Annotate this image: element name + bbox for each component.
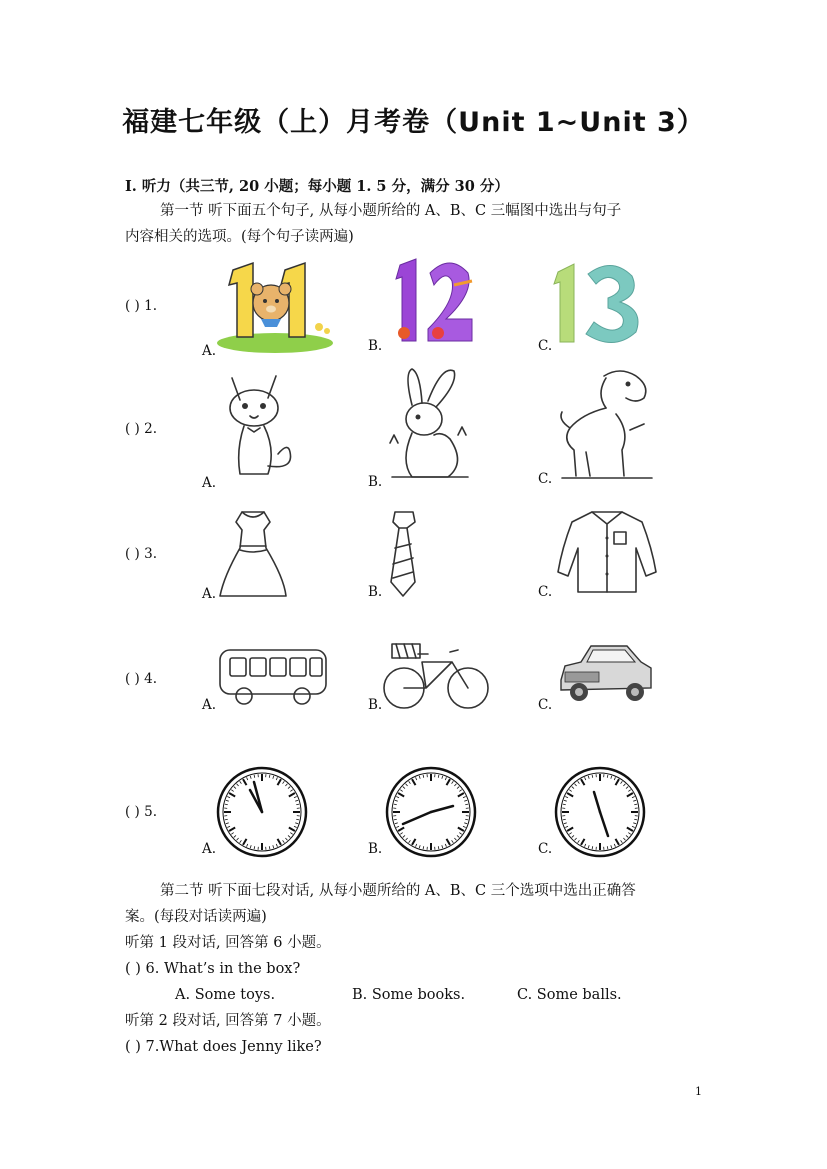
part2-instruction-line1: 第二节 听下面七段对话, 从每小题所给的 A、B、C 三个选项中选出正确答 <box>160 883 636 899</box>
question-1-label: ( ) 1. <box>125 298 157 314</box>
q5-option-b-label: B. <box>368 841 383 857</box>
number-13-icon <box>550 260 650 350</box>
q1-option-b-label: B. <box>368 338 383 354</box>
bus-icon <box>218 648 330 710</box>
question-5-label: ( ) 5. <box>125 804 157 820</box>
question-4-label: ( ) 4. <box>125 671 157 687</box>
part2-instruction-line2: 案。(每段对话读两遍) <box>125 909 267 925</box>
question-6: ( ) 6. What’s in the box? <box>125 961 301 977</box>
bicycle-icon <box>382 640 492 712</box>
rabbit-icon <box>382 365 472 487</box>
clock-icon <box>216 766 308 858</box>
q3-option-a-label: A. <box>202 586 217 602</box>
q5-option-a-label: A. <box>202 841 217 857</box>
q4-option-a-label: A. <box>202 697 217 713</box>
part1-instruction-line2: 内容相关的选项。(每个句子读两遍) <box>125 229 354 245</box>
q6-option-a: A. Some toys. <box>175 987 276 1003</box>
clock-icon <box>385 766 477 858</box>
part1-instruction-line1: 第一节 听下面五个句子, 从每小题所给的 A、B、C 三幅图中选出与句子 <box>160 203 622 219</box>
clock-icon <box>554 766 646 858</box>
dialog-1-heading: 听第 1 段对话, 回答第 6 小题。 <box>125 935 331 951</box>
number-11-bear-icon <box>215 255 335 355</box>
q6-option-b: B. Some books. <box>352 987 466 1003</box>
q4-option-c-label: C. <box>538 697 553 713</box>
section-heading: I. 听力（共三节, 20 小题；每小题 1. 5 分，满分 30 分） <box>125 178 509 195</box>
q1-option-a-label: A. <box>202 343 217 359</box>
q2-option-c-label: C. <box>538 471 553 487</box>
shirt-icon <box>552 508 662 596</box>
q3-option-c-label: C. <box>538 584 553 600</box>
q2-option-a-label: A. <box>202 475 217 491</box>
page-title: 福建七年级（上）月考卷（Unit 1~Unit 3） <box>122 107 705 138</box>
question-7: ( ) 7.What does Jenny like? <box>125 1039 322 1055</box>
q4-option-b-label: B. <box>368 697 383 713</box>
q1-option-c-label: C. <box>538 338 553 354</box>
number-12-icon <box>390 255 480 350</box>
cat-icon <box>218 370 308 488</box>
dress-icon <box>218 508 288 600</box>
tie-icon <box>385 508 425 600</box>
question-3-label: ( ) 3. <box>125 546 157 562</box>
car-icon <box>555 640 655 706</box>
q6-option-c: C. Some balls. <box>517 987 622 1003</box>
q2-option-b-label: B. <box>368 474 383 490</box>
question-2-label: ( ) 2. <box>125 421 157 437</box>
q5-option-c-label: C. <box>538 841 553 857</box>
dialog-2-heading: 听第 2 段对话, 回答第 7 小题。 <box>125 1013 331 1029</box>
q3-option-b-label: B. <box>368 584 383 600</box>
dog-icon <box>556 368 656 486</box>
page-number: 1 <box>695 1085 702 1098</box>
